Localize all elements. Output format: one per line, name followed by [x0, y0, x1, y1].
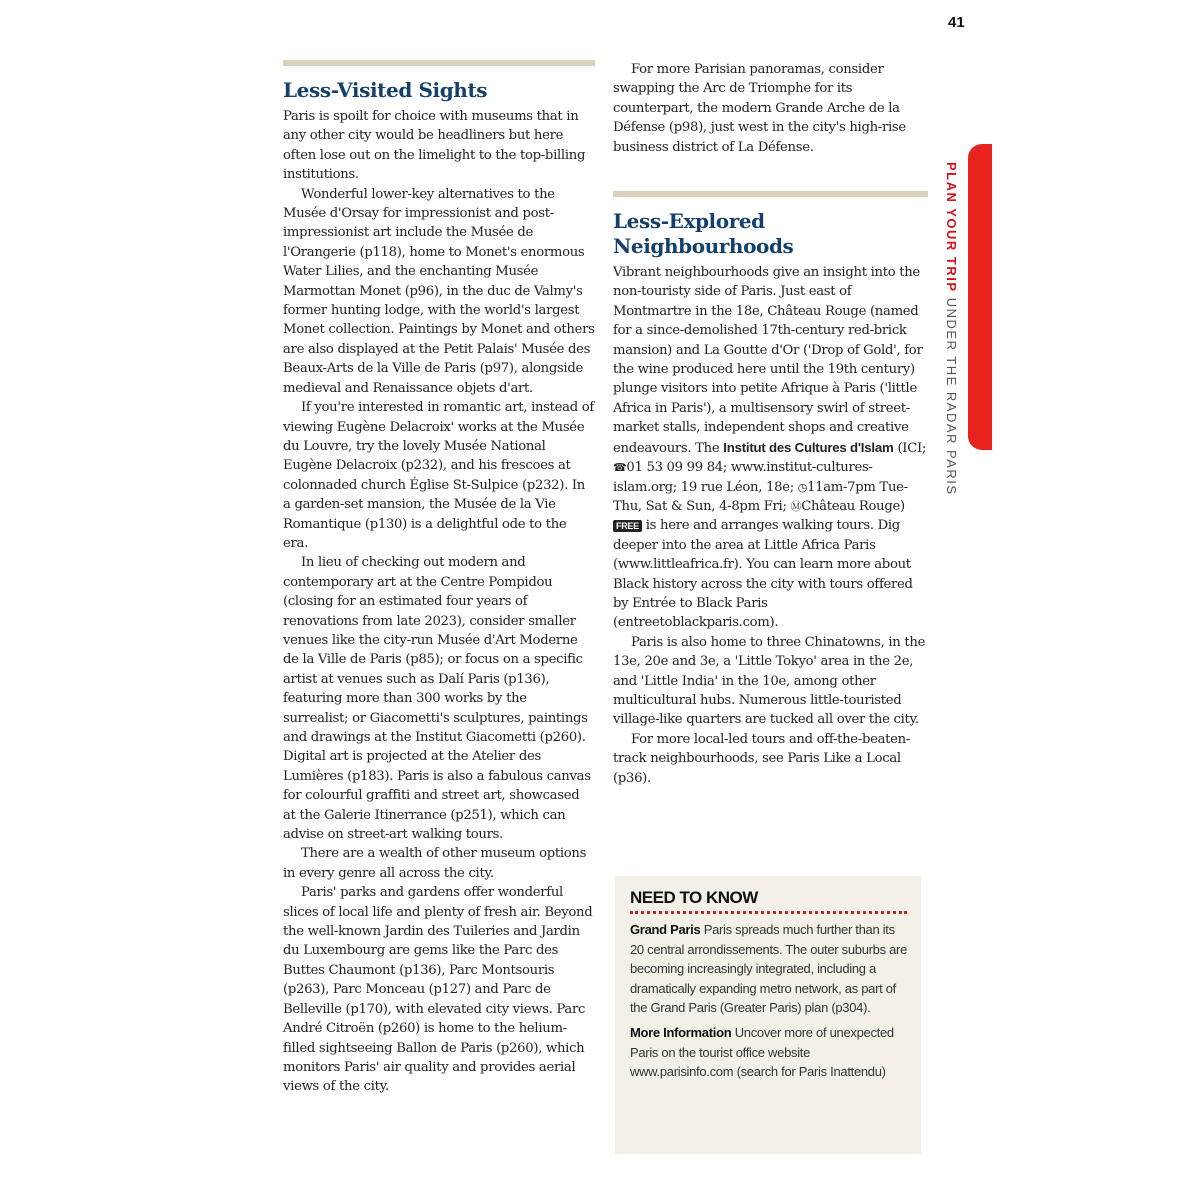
- free-badge: FREE: [613, 520, 642, 532]
- paragraph: Paris' parks and gardens offer wonderful slices of local life and plenty of fresh air. Beyond the well-known Jardin des Tuileries and Jardin du Luxembourg are gems like the Parc des Buttes Chaumont (p136), Parc Montsouris (p263), Parc Monceau (p127) and Parc de Belleville (p170), with elevated city views. Parc André Citroën (p260) is home to the helium-filled sightseeing Ballon de Paris (p260), which monitors Paris' air quality and provides aerial views of the city.: [283, 885, 593, 1095]
- paragraph: Wonderful lower-key alternatives to the Musée d'Orsay for impressionist and post-impressionist art include the Musée de l'Orangerie (p118), home to Monet's enormous Water Lilies, and the enchanting Musée Marmottan Monet (p96), in the duc de Valmy's former hunting lodge, with the world's largest Monet collection. Paintings by Monet and others are also displayed at the Petit Palais' Musée des Beaux-Arts de la Ville de Paris (p97), alongside medieval and Renaissance objets d'art.: [283, 186, 595, 396]
- item-label: Grand Paris: [630, 922, 701, 938]
- paragraph: Paris is also home to three Chinatowns, in the 13e, 20e and 3e, a 'Little Tokyo' area in the 2e, and 'Little India' in the 10e, among other multicultural hubs. Numerous little-touristed village-like quarters are tucked all over the city.: [613, 634, 926, 728]
- phone-icon: ☎: [613, 461, 627, 475]
- need-to-know-item: [630, 1023, 907, 1081]
- need-to-know-box: [615, 876, 921, 1154]
- listing-metro: Château Rouge: [801, 498, 900, 514]
- paragraph: For more Parisian panoramas, consider swapping the Arc de Triomphe for its counterpart, the modern Grande Arche de la Défense (p98), just west in the city's high-rise business district of La Défense.: [613, 62, 906, 155]
- paragraph: Vibrant neighbourhoods give an insight into the non-touristy side of Paris. Just east of Montmartre in the 18e, Château Rouge (named for a since-demolished 17th-century red-brick mansion) and La Goutte d'Or ('Drop of Gold', for the wine produced here until the 19th century) plunge visitors into petite Afrique à Paris ('little Africa in Paris'), a multisensory swirl of street-market stalls, independent shops and creative endeavours. The Institut des Cultures d'Islam (ICI; ☎01 53 09 99 84; www.institut-cultures-islam.org; 19 rue Léon, 18e; ◷11am-7pm Tue-Thu, Sat & Sun, 4-8pm Fri; ⓂChâteau Rouge) FREE is here and arranges walking tours. Dig deeper into the area at Little Africa Paris (www.littleafrica.fr). You can learn more about Black history across the city with tours offered by Entrée to Black Paris (entreetoblackparis.com).: [613, 265, 927, 631]
- left-column: [283, 60, 595, 1097]
- section-heading-less-visited-sights: Less-Visited Sights: [283, 78, 488, 102]
- running-header: [941, 162, 961, 562]
- paragraph: If you're interested in romantic art, instead of viewing Eugène Delacroix' works at the Musée du Louvre, try the lovely Musée National Eugène Delacroix (p232), and his frescoes at colonnaded church Église St-Sulpice (p232). In a garden-set mansion, the Musée de la Vie Romantique (p130) is a delightful ode to the era.: [283, 400, 594, 551]
- page-number: 41: [948, 14, 965, 31]
- item-text: Uncover more of unexpected Paris on the tourist office website www.parisinfo.com (search for Paris Inattendu): [630, 1025, 894, 1080]
- listing-phone: 01 53 09 99 84: [626, 460, 723, 476]
- metro-icon: Ⓜ: [790, 499, 802, 513]
- paragraph: Paris is spoilt for choice with museums that in any other city would be headliners but here often lose out on the limelight to the top-billing institutions.: [283, 109, 586, 183]
- chapter-label: UNDER THE RADAR PARIS: [944, 297, 959, 496]
- need-to-know-title: NEED TO KNOW: [630, 888, 907, 914]
- section-heading-less-explored-neighbourhoods: Less-Explored Neighbourhoods: [613, 209, 794, 259]
- paragraph: There are a wealth of other museum options in every genre all across the city.: [283, 846, 587, 881]
- item-text: Paris spreads much further than its 20 central arrondissements. The outer suburbs are becoming increasingly integrated, including a dramatically expanding metro network, as part of the Grand Paris (Greater Paris) plan (p304).: [630, 922, 907, 1016]
- section-rule: [283, 60, 595, 66]
- section-label: PLAN YOUR TRIP: [944, 162, 959, 293]
- clock-icon: ◷: [797, 480, 808, 494]
- chapter-tab: [968, 144, 992, 450]
- listing-name: Institut des Cultures d'Islam: [723, 439, 894, 455]
- listing-hours: 11am-7pm Tue-Thu, Sat & Sun, 4-8pm Fri: [613, 479, 908, 514]
- section-rule: [613, 191, 928, 197]
- item-label: More Information: [630, 1025, 732, 1041]
- right-column: [613, 60, 928, 788]
- need-to-know-item: [630, 920, 907, 1017]
- paragraph: In lieu of checking out modern and contemporary art at the Centre Pompidou (closing for an estimated four years of renovations from late 2023), consider smaller venues like the city-run Musée d'Art Moderne de la Ville de Paris (p85); or focus on a specific artist at venues such as Dalí Paris (p136), featuring more than 300 works by the surrealist; or Giacometti's sculptures, paintings and drawings at the Institut Giacometti (p260). Digital art is projected at the Atelier des Lumières (p183). Paris is also a fabulous canvas for colourful graffiti and street art, showcased at the Galerie Itinerrance (p251), which can advise on street-art walking tours.: [283, 555, 591, 843]
- paragraph: For more local-led tours and off-the-beaten-track neighbourhoods, see Paris Like a Local (p36).: [613, 731, 911, 786]
